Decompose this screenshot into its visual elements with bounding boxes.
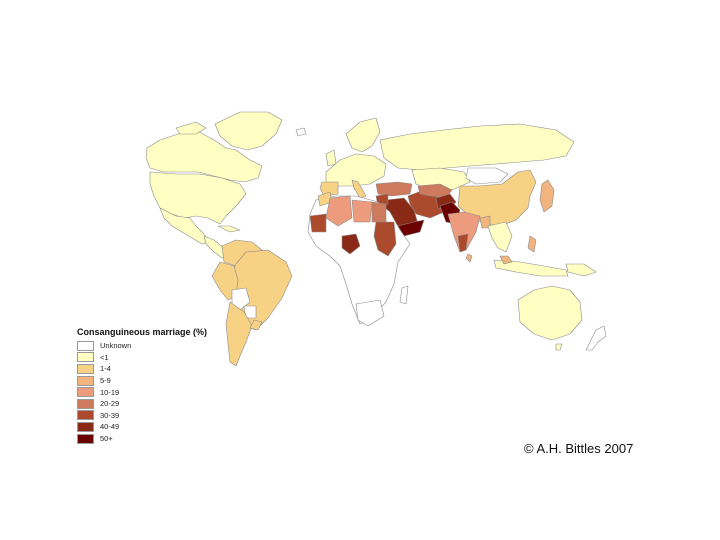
legend-label: 1-4 <box>100 364 111 374</box>
legend-item-lt1 <box>77 352 237 364</box>
region-mongolia <box>466 168 508 184</box>
region-cuba <box>218 226 240 232</box>
legend-item-40-49 <box>77 421 237 433</box>
region-new-guinea <box>566 264 596 276</box>
legend-swatch <box>77 352 94 362</box>
region-philippines <box>528 236 536 252</box>
copyright-credit: © A.H. Bittles 2007 <box>524 441 634 456</box>
legend-label: <1 <box>100 352 109 362</box>
region-mauritania <box>310 214 326 232</box>
region-australia <box>518 286 582 340</box>
legend-label: 50+ <box>100 434 113 444</box>
region-uk <box>326 150 336 166</box>
region-turkey <box>376 182 412 196</box>
legend-item-10-19 <box>77 386 237 398</box>
legend-item-20-29 <box>77 398 237 410</box>
legend-label: 5-9 <box>100 376 111 386</box>
region-japan <box>540 180 554 212</box>
legend-item-1-4 <box>77 363 237 375</box>
legend-swatch <box>77 434 94 444</box>
region-libya <box>352 200 372 222</box>
legend-swatch <box>77 387 94 397</box>
legend-item-5-9 <box>77 375 237 387</box>
legend-item-unknown <box>77 340 237 352</box>
region-tasmania <box>556 344 562 350</box>
legend-swatch <box>77 341 94 351</box>
region-russia <box>380 124 574 170</box>
legend-swatch <box>77 422 94 432</box>
legend-swatch <box>77 399 94 409</box>
legend-swatch <box>77 410 94 420</box>
region-new-zealand <box>586 326 606 350</box>
legend-swatch <box>77 376 94 386</box>
region-sri-lanka <box>466 254 472 262</box>
map-legend <box>77 327 237 444</box>
legend-item-30-39 <box>77 410 237 422</box>
region-scandinavia <box>346 118 380 152</box>
region-indochina <box>488 222 512 252</box>
legend-swatch <box>77 364 94 374</box>
legend-label: 40-49 <box>100 422 120 432</box>
region-madagascar <box>400 286 408 304</box>
region-iceland <box>296 128 306 136</box>
region-greenland <box>215 112 282 150</box>
legend-label: 30-39 <box>100 410 120 420</box>
region-arctic-islands <box>176 122 206 134</box>
legend-title: Consanguineous marriage (%) <box>77 327 208 337</box>
legend-label: 20-29 <box>100 399 120 409</box>
legend-label: Unknown <box>100 341 132 351</box>
region-egypt <box>372 202 386 222</box>
legend-item-50plus <box>77 433 237 445</box>
legend-label: 10-19 <box>100 387 120 397</box>
